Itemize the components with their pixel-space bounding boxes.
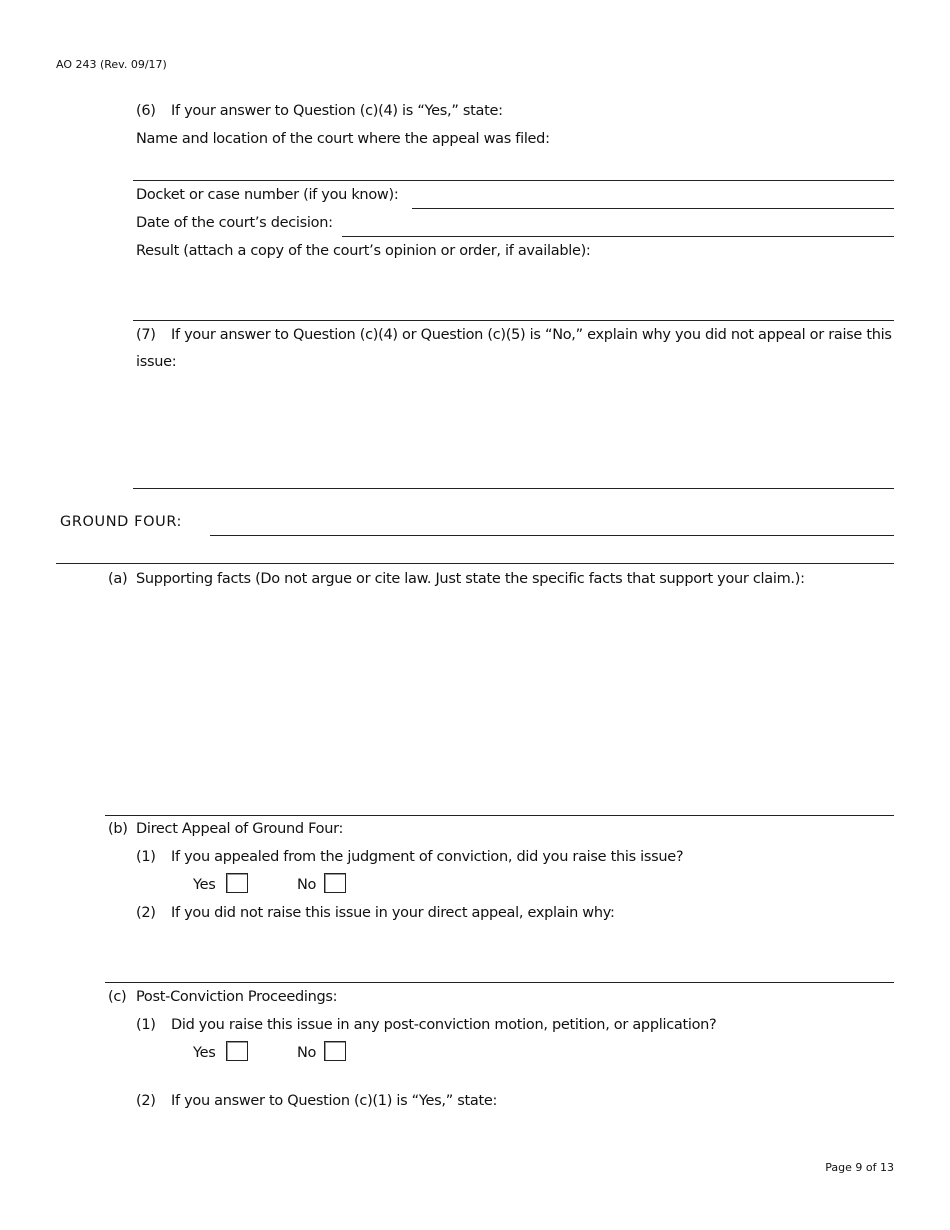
b1-yes-label: Yes xyxy=(193,877,216,893)
b1-yes-checkbox[interactable] xyxy=(226,873,248,893)
b2-number: (2) xyxy=(136,905,156,921)
c1-no-checkbox[interactable] xyxy=(324,1041,346,1061)
c1-number: (1) xyxy=(136,1017,156,1033)
docket-number-field[interactable] xyxy=(412,208,894,209)
q7-number: (7) xyxy=(136,327,156,343)
c1-yes-label: Yes xyxy=(193,1045,216,1061)
page-number: Page 9 of 13 xyxy=(825,1161,894,1174)
q6-prompt: If your answer to Question (c)(4) is “Yes,” state: xyxy=(171,103,503,119)
q7-prompt-continued: issue: xyxy=(136,354,177,370)
decision-date-label: Date of the court’s decision: xyxy=(136,215,333,231)
q7-prompt: If your answer to Question (c)(4) or Question (c)(5) is “No,” explain why you did not appeal or raise this xyxy=(171,327,892,343)
form-id: AO 243 (Rev. 09/17) xyxy=(56,58,167,71)
c2-number: (2) xyxy=(136,1093,156,1109)
result-field[interactable] xyxy=(133,320,894,321)
part-a-letter: (a) xyxy=(108,571,128,587)
part-c-letter: (c) xyxy=(108,989,127,1005)
c1-question: Did you raise this issue in any post-conviction motion, petition, or application? xyxy=(171,1017,717,1033)
b1-number: (1) xyxy=(136,849,156,865)
b1-no-label: No xyxy=(297,877,317,893)
direct-appeal-title: Direct Appeal of Ground Four: xyxy=(136,821,344,837)
q7-explanation-field[interactable] xyxy=(133,488,894,489)
supporting-facts-label: Supporting facts (Do not argue or cite law. Just state the specific facts that support your claim.): xyxy=(136,571,805,587)
docket-number-label: Docket or case number (if you know): xyxy=(136,187,399,203)
court-name-label: Name and location of the court where the appeal was filed: xyxy=(136,131,550,147)
b1-no-checkbox[interactable] xyxy=(324,873,346,893)
result-label: Result (attach a copy of the court’s opinion or order, if available): xyxy=(136,243,591,259)
b2-explanation-field[interactable] xyxy=(105,982,894,983)
ground-four-field-line1[interactable] xyxy=(210,535,894,536)
c1-no-label: No xyxy=(297,1045,317,1061)
post-conviction-title: Post-Conviction Proceedings: xyxy=(136,989,338,1005)
q6-number: (6) xyxy=(136,103,156,119)
part-b-letter: (b) xyxy=(108,821,128,837)
decision-date-field[interactable] xyxy=(342,236,894,237)
ground-four-title: GROUND FOUR: xyxy=(60,514,183,530)
court-name-field[interactable] xyxy=(133,180,894,181)
c2-question: If you answer to Question (c)(1) is “Yes,” state: xyxy=(171,1093,498,1109)
supporting-facts-field[interactable] xyxy=(105,815,894,816)
b2-question: If you did not raise this issue in your direct appeal, explain why: xyxy=(171,905,615,921)
c1-yes-checkbox[interactable] xyxy=(226,1041,248,1061)
b1-question: If you appealed from the judgment of conviction, did you raise this issue? xyxy=(171,849,684,865)
ground-four-field-line2[interactable] xyxy=(56,563,894,564)
